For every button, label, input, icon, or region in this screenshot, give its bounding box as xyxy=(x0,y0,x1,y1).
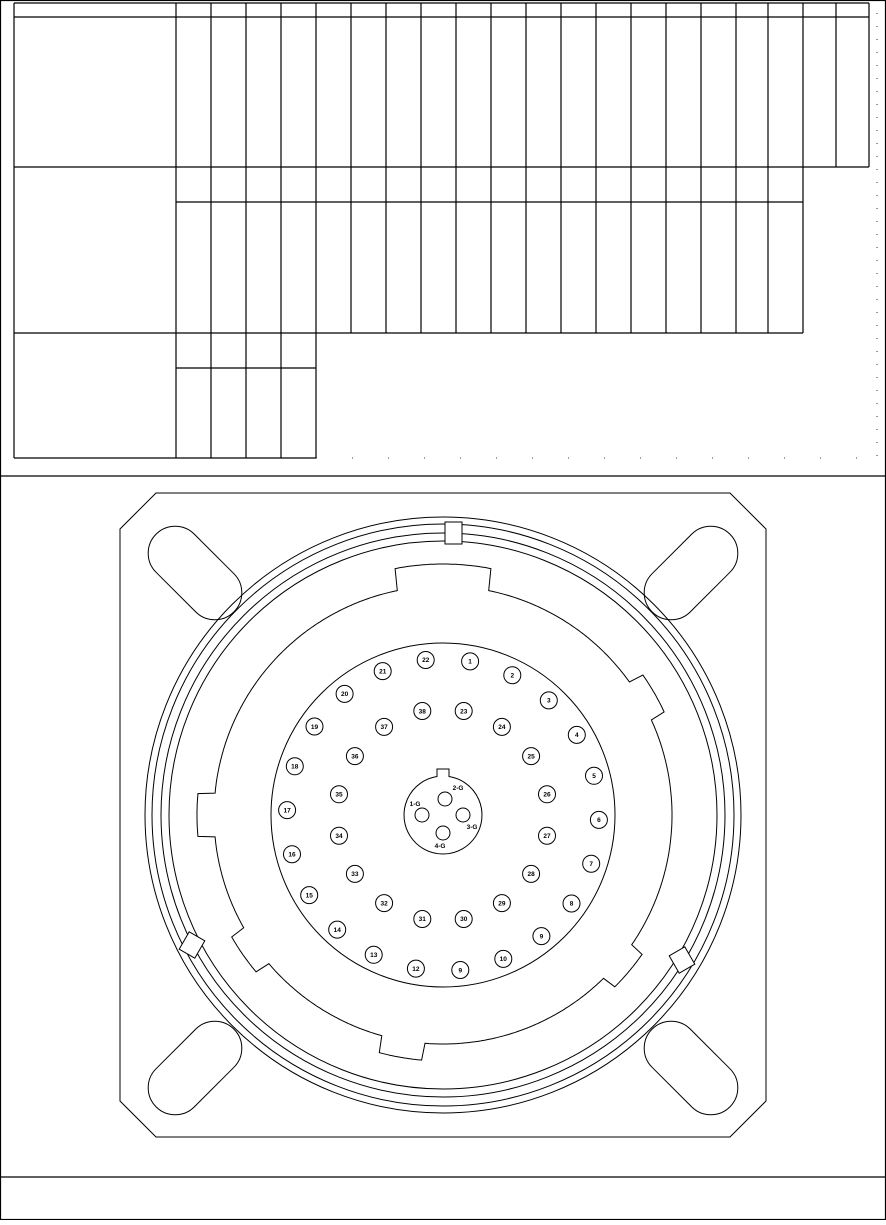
middle-pin-label: 28 xyxy=(527,871,535,879)
outer-ring-1 xyxy=(145,517,741,1113)
middle-pin-label: 33 xyxy=(351,871,359,879)
outer-pin-label: 16 xyxy=(288,851,296,859)
middle-pin-label: 34 xyxy=(335,833,343,840)
mounting-slot-bottom-left xyxy=(137,1010,253,1126)
outer-pin-label: 2 xyxy=(510,672,515,680)
middle-pin-label: 26 xyxy=(543,791,551,799)
middle-pin-label: 25 xyxy=(527,753,535,761)
middle-pin-label: 36 xyxy=(351,753,359,761)
pin-assignment-grid xyxy=(14,3,877,458)
middle-pin-label: 32 xyxy=(380,900,388,908)
outer-pin-label: 18 xyxy=(291,763,299,771)
outer-pin-label: 10 xyxy=(499,956,507,964)
outer-pin-label: 8 xyxy=(569,900,574,908)
outer-ring-4 xyxy=(169,541,717,1089)
outer-pin-ring xyxy=(279,652,608,979)
outer-ring-3 xyxy=(161,533,725,1097)
center-power-pins xyxy=(410,785,478,850)
outer-pin-label: 3 xyxy=(546,697,551,705)
middle-pin-label: 30 xyxy=(460,916,468,924)
outer-pin-label: 12 xyxy=(412,965,420,973)
middle-pin-label: 27 xyxy=(543,833,551,840)
outer-pin-label: 7 xyxy=(589,861,594,868)
center-pin-label: 2-G xyxy=(452,785,464,792)
center-pin-label: 1-G xyxy=(409,801,421,808)
middle-pin-label: 29 xyxy=(498,900,506,908)
outer-pin-label: 1 xyxy=(468,658,472,666)
connector-face-view xyxy=(120,493,766,1137)
flange-outline xyxy=(120,493,766,1137)
outer-pin-label: 9 xyxy=(458,967,463,975)
top-key-notch xyxy=(445,522,462,544)
outer-pin-label: 15 xyxy=(305,892,313,900)
outer-pin-label: 6 xyxy=(597,817,601,825)
outer-pin-label: 4 xyxy=(574,732,579,740)
center-pin xyxy=(438,792,452,806)
mounting-slot-top-right xyxy=(633,515,749,631)
middle-pin-ring xyxy=(331,703,556,928)
mounting-slot-top-left xyxy=(137,515,253,631)
center-pin xyxy=(415,808,429,822)
left-key-mark xyxy=(179,932,205,958)
outer-pin-label: 9 xyxy=(539,933,544,941)
mounting-slot-bottom-right xyxy=(633,1010,749,1126)
center-pin xyxy=(436,826,450,840)
middle-pin-label: 38 xyxy=(418,708,426,716)
middle-pin-label: 24 xyxy=(498,724,506,732)
outer-pin-label: 19 xyxy=(310,723,319,731)
middle-pin-label: 37 xyxy=(380,724,388,732)
pin-field xyxy=(271,643,615,987)
middle-pin-label: 31 xyxy=(418,916,426,924)
middle-pin-label: 23 xyxy=(460,708,468,716)
outer-pin-label: 5 xyxy=(592,773,596,781)
outer-pin-label: 21 xyxy=(379,668,387,676)
outer-pin-label: 13 xyxy=(370,952,378,960)
middle-pin-label: 35 xyxy=(335,791,343,799)
outer-pin-label: 17 xyxy=(283,807,291,815)
outer-pin-label: 20 xyxy=(340,691,349,699)
center-pin-label: 3-G xyxy=(466,824,478,831)
sheet-border xyxy=(1,1,886,1220)
center-pin-label: 4-G xyxy=(434,843,446,850)
outer-ring-2 xyxy=(152,524,734,1106)
center-pin xyxy=(456,808,470,822)
outer-pin-label: 14 xyxy=(333,926,341,934)
outer-pin-label: 22 xyxy=(422,657,430,665)
right-key-mark xyxy=(669,947,695,973)
